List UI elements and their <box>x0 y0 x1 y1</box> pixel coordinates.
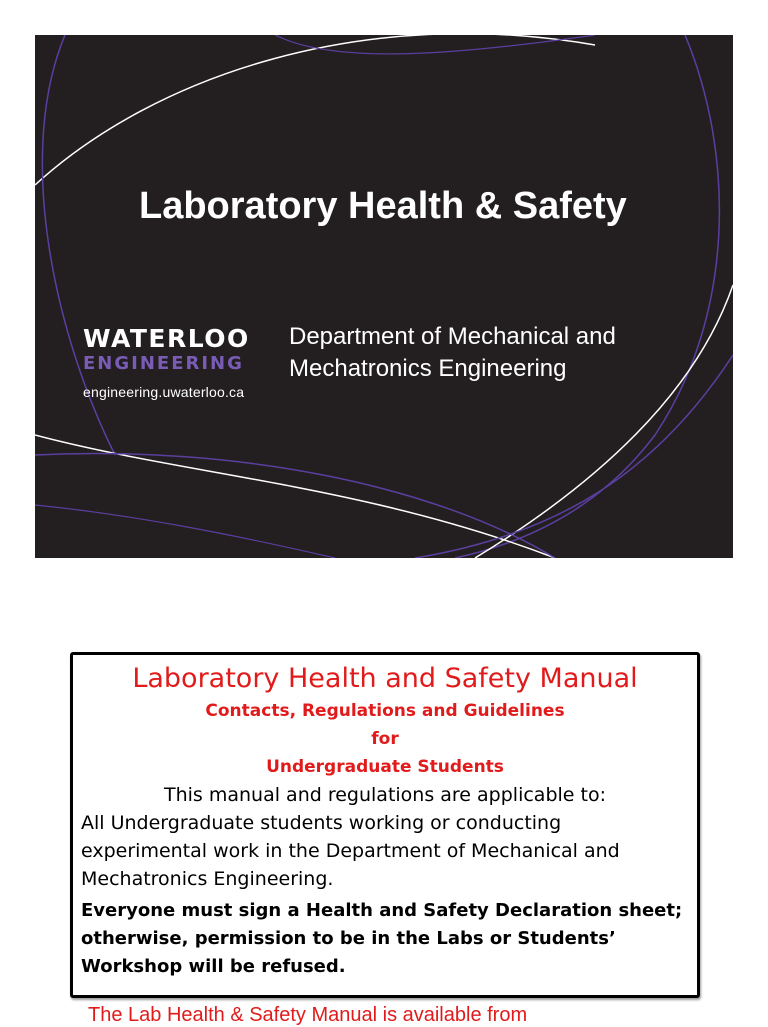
department-line-1: Department of Mechanical and <box>289 323 616 350</box>
title-slide <box>35 35 733 558</box>
declaration-warning: Everyone must sign a Health and Safety Declaration sheet; otherwise, permission to be in the Labs or Students’ Workshop will be refused. <box>81 900 683 977</box>
department-line-2: Mechatronics Engineering <box>289 355 567 382</box>
manual-title: Laboratory Health and Safety Manual <box>132 663 638 694</box>
manual-info-box <box>70 652 700 998</box>
manual-availability-text: The Lab Health & Safety Manual is available from <box>88 1004 528 1026</box>
logo-wordmark-top: WATERLOO <box>83 324 250 353</box>
manual-subtitle-1: Contacts, Regulations and Guidelines <box>205 701 565 721</box>
slide-title: Laboratory Health & Safety <box>139 185 627 227</box>
audience-text: All Undergraduate students working or conducting experimental work in the Department of Mechanical and Mechatronics Engineering. <box>81 812 620 890</box>
decorative-arcs <box>35 35 733 558</box>
department-name <box>289 321 709 385</box>
manual-subtitle-2: for <box>371 729 399 749</box>
waterloo-engineering-logo <box>83 325 250 400</box>
applicability-text: This manual and regulations are applicable to: <box>163 784 606 806</box>
manual-subtitle-3: Undergraduate Students <box>266 757 504 777</box>
logo-wordmark-bottom: ENGINEERING <box>83 353 244 374</box>
logo-url: engineering.uwaterloo.ca <box>83 384 245 400</box>
